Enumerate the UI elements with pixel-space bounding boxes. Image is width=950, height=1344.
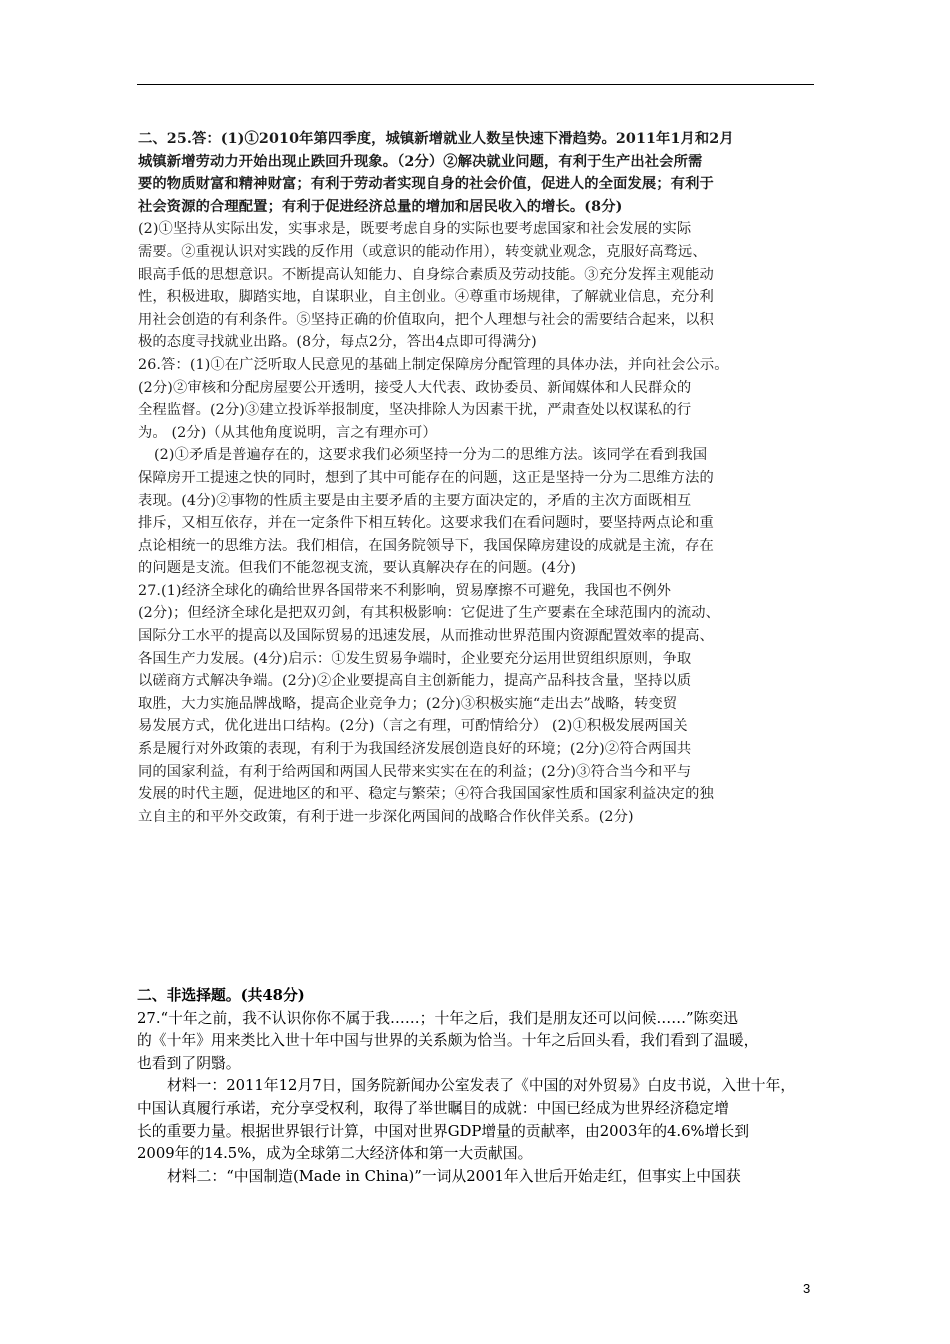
answer-line: 以磋商方式解决争端。(2分)②企业要提高自主创新能力，提高产品科技含量，坚持以质 [138,673,692,690]
answer-line: 社会资源的合理配置；有利于促进经济总量的增加和居民收入的增长。(8分) [138,198,623,215]
answer-line: 国际分工水平的提高以及国际贸易的迅速发展，从而推动世界范围内资源配置效率的提高、 [138,628,714,645]
answer-line: 发展的时代主题，促进地区的和平、稳定与繁荣；④符合我国国家性质和国家利益决定的独 [138,786,714,803]
answer-line: (2分)；但经济全球化是把双刃剑，有其积极影响：它促进了生产要素在全球范围内的流动、 [138,605,721,622]
answer-line: (2)①矛盾是普遍存在的，这要求我们必须坚持一分为二的思维方法。该同学在看到我国 [154,447,708,464]
answer-line: 眼高手低的思想意识。不断提高认知能力、自身综合素质及劳动技能。③充分发挥主观能动 [138,266,714,283]
answer-line: 为。 (2分)（从其他角度说明，言之有理亦可） [138,424,437,441]
answer-line: 27.(1)经济全球化的确给世界各国带来不利影响，贸易摩擦不可避免，我国也不例外 [138,582,672,599]
answer-line: 各国生产力发展。(4分)启示：①发生贸易争端时，企业要充分运用世贸组织原则，争取 [138,650,692,667]
answer-line: 性，积极进取，脚踏实地，自谋职业，自主创业。④尊重市场规律，了解就业信息，充分利 [138,289,714,306]
answer-line: 点论相统一的思维方法。我们相信，在国务院领导下，我国保障房建设的成就是主流，存在 [138,537,714,554]
answer-line: 易发展方式，优化进出口结构。(2分)（言之有理，可酌情给分） (2)①积极发展两国关 [138,718,688,735]
answer-line: (2分)②审核和分配房屋要公开透明，接受人大代表、政协委员、新闻媒体和人民群众的 [138,379,692,396]
answer-line: 的问题是支流。但我们不能忽视支流，要认真解决存在的问题。(4分) [138,560,577,577]
question-line: 2009年的14.5%，成为全球第二大经济体和第一大贡献国。 [137,1145,533,1163]
answer-line: 要的物质财富和精神财富；有利于劳动者实现自身的社会价值，促进人的全面发展；有利于 [138,176,714,193]
question-section [137,985,817,1188]
answer-line: (2)①坚持从实际出发，实事求是，既要考虑自身的实际也要考虑国家和社会发展的实际 [138,221,692,238]
scanned-answer-key [138,128,818,828]
answer-line: 同的国家利益，有利于给两国和两国人民带来实实在在的利益；(2分)③符合当今和平与 [138,763,692,780]
header-rule [137,84,814,85]
answer-line: 需要。②重视认识对实践的反作用（或意识的能动作用），转变就业观念，克服好高骛远、 [138,243,707,260]
answer-line: 系是履行对外政策的表现，有利于为我国经济发展创造良好的环境；(2分)②符合两国共 [138,741,692,758]
answer-line: 二、25.答：(1)①2010年第四季度，城镇新增就业人数呈快速下滑趋势。2011年1月和2月 [138,131,734,147]
answer-line: 排斥，又相互依存，并在一定条件下相互转化。这要求我们在看问题时，要坚持两点论和重 [138,515,714,532]
answer-line: 取胜，大力实施品牌战略，提高企业竞争力；(2分)③积极实施“走出去”战略，转变贸 [138,695,678,712]
answer-line: 表现。(4分)②事物的性质主要是由主要矛盾的主要方面决定的，矛盾的主次方面既相互 [138,492,692,509]
section-heading: 二、非选择题。(共48分) [137,987,305,1004]
answer-line: 极的态度寻找就业出路。(8分，每点2分，答出4点即可得满分) [138,334,537,351]
answer-line: 用社会创造的有利条件。⑤坚持正确的价值取向，把个人理想与社会的需要结合起来，以积 [138,311,714,328]
question-line: 27.“十年之前，我不认识你你不属于我……；十年之后，我们是朋友还可以问候……”陈奕迅 [137,1009,738,1027]
page-number: 3 [803,1281,811,1296]
answer-line: 城镇新增劳动力开始出现止跌回升现象。（2分）②解决就业问题，有利于生产出社会所需 [138,153,703,170]
answer-line: 全程监督。(2分)③建立投诉举报制度，坚决排除人为因素干扰，严肃查处以权谋私的行 [138,402,692,419]
question-line: 也看到了阴翳。 [137,1054,241,1072]
answer-line: 立自主的和平外交政策，有利于进一步深化两国间的战略合作伙伴关系。(2分) [138,808,634,825]
question-line: 长的重要力量。根据世界银行计算，中国对世界GDP增量的贡献率，由2003年的4.6%增长到 [137,1122,749,1140]
question-line: 材料一：2011年12月7日，国务院新闻办公室发表了《中国的对外贸易》白皮书说，入世十年， [167,1077,796,1095]
question-line: 材料二：“中国制造(Made in China)”一词从2001年入世后开始走红，但事实上中国获 [167,1167,741,1185]
answer-line: 26.答：(1)①在广泛听取人民意见的基础上制定保障房分配管理的具体办法，并向社会公示。 [138,356,729,373]
question-line: 的《十年》用来类比入世十年中国与世界的关系颇为恰当。十年之后回头看，我们看到了温暖， [137,1032,759,1050]
question-line: 中国认真履行承诺，充分享受权利，取得了举世瞩目的成就：中国已经成为世界经济稳定增 [137,1099,729,1117]
answer-line: 保障房开工提速之快的同时，想到了其中可能存在的问题，这正是坚持一分为二思维方法的 [138,469,714,486]
